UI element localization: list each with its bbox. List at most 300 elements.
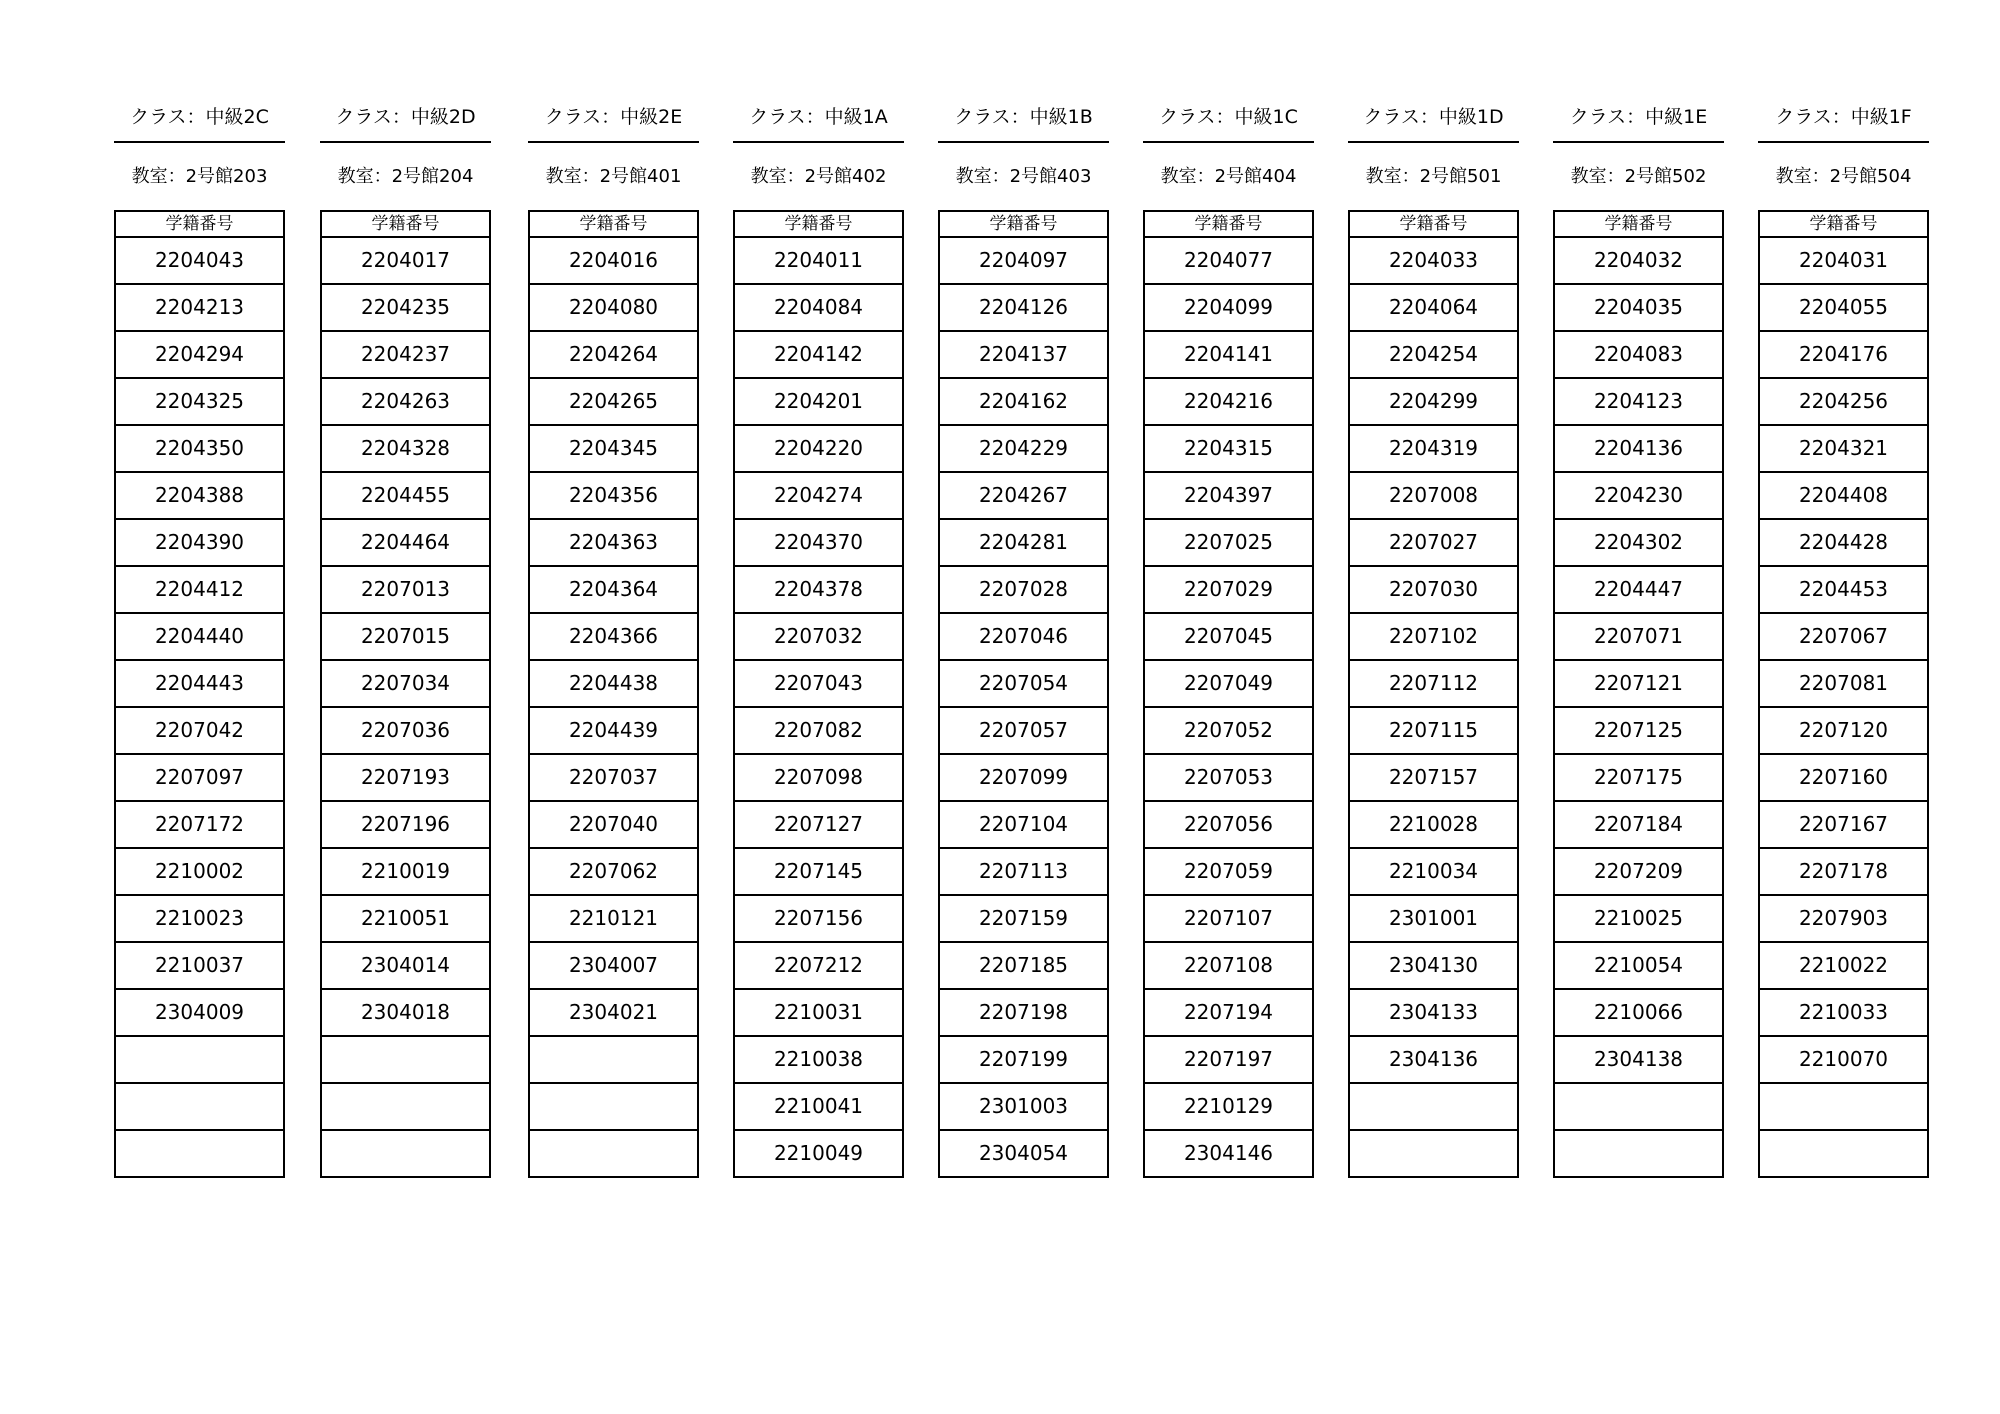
table-row <box>1349 942 1518 989</box>
table-row <box>529 989 698 1036</box>
student-id-cell: 2204370 <box>734 519 903 566</box>
student-id-cell: 2207099 <box>939 754 1108 801</box>
table-row <box>529 519 698 566</box>
student-id-cell: 2207028 <box>939 566 1108 613</box>
table-row <box>1759 472 1928 519</box>
student-id-table <box>733 210 904 1178</box>
student-id-cell: 2207027 <box>1349 519 1518 566</box>
student-id-cell <box>321 1036 490 1083</box>
table-row <box>1144 942 1313 989</box>
student-id-cell: 2204428 <box>1759 519 1928 566</box>
student-id-cell: 2207040 <box>529 801 698 848</box>
student-id-cell: 2210121 <box>529 895 698 942</box>
student-id-header: 学籍番号 <box>939 211 1108 237</box>
table-row <box>1349 848 1518 895</box>
student-id-header: 学籍番号 <box>1144 211 1313 237</box>
student-id-cell: 2204390 <box>115 519 284 566</box>
student-id-cell: 2207194 <box>1144 989 1313 1036</box>
table-row <box>939 848 1108 895</box>
student-id-cell: 2204328 <box>321 425 490 472</box>
table-row <box>529 1036 698 1083</box>
student-id-cell: 2207067 <box>1759 613 1928 660</box>
table-row <box>1759 1083 1928 1130</box>
table-row <box>321 472 490 519</box>
table-row <box>939 754 1108 801</box>
table-row <box>529 284 698 331</box>
student-id-cell: 2204254 <box>1349 331 1518 378</box>
student-id-cell: 2207193 <box>321 754 490 801</box>
student-id-cell: 2204264 <box>529 331 698 378</box>
table-row <box>115 942 284 989</box>
student-id-cell: 2207045 <box>1144 613 1313 660</box>
student-id-cell: 2207197 <box>1144 1036 1313 1083</box>
table-row <box>1554 284 1723 331</box>
table-row <box>1554 425 1723 472</box>
student-id-cell: 2210034 <box>1349 848 1518 895</box>
underline-divider <box>938 141 1109 143</box>
student-id-cell: 2207160 <box>1759 754 1928 801</box>
table-row <box>115 660 284 707</box>
student-id-cell: 2207053 <box>1144 754 1313 801</box>
student-id-cell: 2204230 <box>1554 472 1723 519</box>
table-row <box>321 519 490 566</box>
table-row <box>1759 754 1928 801</box>
student-id-cell: 2204055 <box>1759 284 1928 331</box>
student-id-cell: 2204439 <box>529 707 698 754</box>
table-row <box>939 613 1108 660</box>
table-row <box>939 237 1108 284</box>
table-row <box>115 801 284 848</box>
table-row <box>1349 660 1518 707</box>
student-id-table <box>938 210 1109 1178</box>
student-id-cell: 2304146 <box>1144 1130 1313 1177</box>
student-id-cell: 2207054 <box>939 660 1108 707</box>
student-id-cell: 2204031 <box>1759 237 1928 284</box>
table-row <box>529 707 698 754</box>
table-row <box>1759 378 1928 425</box>
student-id-cell: 2204033 <box>1349 237 1518 284</box>
table-row <box>939 566 1108 613</box>
student-id-cell: 2207049 <box>1144 660 1313 707</box>
underline-divider <box>1143 141 1314 143</box>
table-row <box>1144 378 1313 425</box>
table-row <box>1144 284 1313 331</box>
student-id-cell: 2204126 <box>939 284 1108 331</box>
table-row <box>1349 1036 1518 1083</box>
student-id-header: 学籍番号 <box>115 211 284 237</box>
table-row <box>321 331 490 378</box>
student-id-cell: 2210002 <box>115 848 284 895</box>
student-id-cell: 2204388 <box>115 472 284 519</box>
table-row <box>115 331 284 378</box>
table-row <box>1349 1130 1518 1177</box>
student-id-table <box>320 210 491 1178</box>
student-id-cell: 2207178 <box>1759 848 1928 895</box>
student-id-header: 学籍番号 <box>529 211 698 237</box>
table-row <box>1349 331 1518 378</box>
table-row <box>1554 1083 1723 1130</box>
student-id-cell: 2207184 <box>1554 801 1723 848</box>
student-id-cell: 2204345 <box>529 425 698 472</box>
table-row <box>734 942 903 989</box>
table-row <box>1349 801 1518 848</box>
student-id-cell: 2207156 <box>734 895 903 942</box>
table-row <box>1554 942 1723 989</box>
student-id-cell: 2210038 <box>734 1036 903 1083</box>
table-row <box>1144 566 1313 613</box>
student-id-header: 学籍番号 <box>321 211 490 237</box>
student-id-cell: 2204412 <box>115 566 284 613</box>
student-id-cell: 2204083 <box>1554 331 1723 378</box>
student-id-cell: 2207903 <box>1759 895 1928 942</box>
table-row <box>529 472 698 519</box>
table-row <box>321 707 490 754</box>
class-label: クラス：中級2D <box>335 106 476 128</box>
table-row <box>939 472 1108 519</box>
table-row <box>115 519 284 566</box>
student-id-cell: 2207145 <box>734 848 903 895</box>
student-id-cell: 2204315 <box>1144 425 1313 472</box>
student-id-cell: 2207025 <box>1144 519 1313 566</box>
table-row <box>1144 613 1313 660</box>
table-row <box>1759 1036 1928 1083</box>
room-label: 教室：2号館204 <box>337 166 474 187</box>
table-row <box>1759 1130 1928 1177</box>
table-row <box>529 848 698 895</box>
table-row <box>734 801 903 848</box>
room-label: 教室：2号館203 <box>131 166 268 187</box>
table-row <box>1349 378 1518 425</box>
student-id-cell: 2207115 <box>1349 707 1518 754</box>
table-row <box>1554 707 1723 754</box>
table-row <box>1759 848 1928 895</box>
table-row <box>939 707 1108 754</box>
class-label: クラス：中級1B <box>954 106 1093 128</box>
table-row <box>939 660 1108 707</box>
table-row <box>1759 707 1928 754</box>
student-id-cell: 2204064 <box>1349 284 1518 331</box>
table-row <box>1349 754 1518 801</box>
student-id-header: 学籍番号 <box>1349 211 1518 237</box>
table-row <box>115 707 284 754</box>
student-id-cell: 2204350 <box>115 425 284 472</box>
student-id-cell: 2207056 <box>1144 801 1313 848</box>
table-row <box>321 801 490 848</box>
student-id-cell: 2204213 <box>115 284 284 331</box>
table-row <box>1349 895 1518 942</box>
table-row <box>1349 989 1518 1036</box>
table-row <box>734 613 903 660</box>
student-id-cell: 2204319 <box>1349 425 1518 472</box>
table-row <box>1759 895 1928 942</box>
student-id-cell: 2207185 <box>939 942 1108 989</box>
student-id-cell: 2207113 <box>939 848 1108 895</box>
table-row <box>1759 519 1928 566</box>
student-id-cell: 2210041 <box>734 1083 903 1130</box>
student-id-cell: 2204043 <box>115 237 284 284</box>
table-row <box>939 284 1108 331</box>
room-label: 教室：2号館404 <box>1160 166 1297 187</box>
table-row <box>529 378 698 425</box>
student-id-cell: 2204364 <box>529 566 698 613</box>
table-row <box>529 754 698 801</box>
table-row <box>1554 660 1723 707</box>
table-row <box>1554 1130 1723 1177</box>
student-id-cell: 2207127 <box>734 801 903 848</box>
class-label: クラス：中級2C <box>130 106 269 128</box>
student-id-cell: 2207043 <box>734 660 903 707</box>
table-row <box>115 989 284 1036</box>
student-id-cell: 2210070 <box>1759 1036 1928 1083</box>
student-id-cell: 2204035 <box>1554 284 1723 331</box>
student-id-cell: 2210066 <box>1554 989 1723 1036</box>
student-id-cell: 2204363 <box>529 519 698 566</box>
student-id-cell: 2207212 <box>734 942 903 989</box>
student-id-cell: 2207209 <box>1554 848 1723 895</box>
table-row <box>115 1036 284 1083</box>
class-label: クラス：中級1F <box>1775 106 1912 128</box>
table-row <box>1759 801 1928 848</box>
table-row <box>734 425 903 472</box>
student-id-cell: 2204137 <box>939 331 1108 378</box>
table-header-row <box>1349 211 1518 237</box>
table-row <box>529 660 698 707</box>
student-id-cell: 2304009 <box>115 989 284 1036</box>
table-row <box>1144 1130 1313 1177</box>
student-id-cell: 2207037 <box>529 754 698 801</box>
table-row <box>321 848 490 895</box>
class-label: クラス：中級1D <box>1363 106 1504 128</box>
table-row <box>321 1083 490 1130</box>
table-row <box>321 1130 490 1177</box>
table-row <box>939 425 1108 472</box>
student-id-cell: 2204356 <box>529 472 698 519</box>
table-row <box>1349 1083 1518 1130</box>
student-id-cell: 2301001 <box>1349 895 1518 942</box>
student-id-cell: 2204017 <box>321 237 490 284</box>
table-row <box>1144 1036 1313 1083</box>
table-row <box>1554 519 1723 566</box>
student-id-cell: 2207167 <box>1759 801 1928 848</box>
student-id-cell: 2207052 <box>1144 707 1313 754</box>
table-row <box>734 707 903 754</box>
student-id-cell: 2207057 <box>939 707 1108 754</box>
table-row <box>529 425 698 472</box>
student-id-cell: 2207008 <box>1349 472 1518 519</box>
table-row <box>734 660 903 707</box>
student-id-cell: 2207034 <box>321 660 490 707</box>
table-row <box>939 942 1108 989</box>
student-id-cell: 2210049 <box>734 1130 903 1177</box>
student-id-cell: 2204294 <box>115 331 284 378</box>
student-id-cell: 2204447 <box>1554 566 1723 613</box>
student-id-cell: 2204032 <box>1554 237 1723 284</box>
student-id-cell <box>529 1083 698 1130</box>
student-id-cell: 2207081 <box>1759 660 1928 707</box>
table-row <box>1144 519 1313 566</box>
table-row <box>1759 566 1928 613</box>
student-id-cell: 2204408 <box>1759 472 1928 519</box>
student-id-cell: 2204267 <box>939 472 1108 519</box>
student-id-cell <box>1349 1083 1518 1130</box>
student-id-cell: 2204455 <box>321 472 490 519</box>
underline-divider <box>1553 141 1724 143</box>
table-row <box>939 989 1108 1036</box>
table-row <box>529 1130 698 1177</box>
table-row <box>1349 425 1518 472</box>
student-id-cell <box>115 1036 284 1083</box>
student-id-cell <box>115 1083 284 1130</box>
table-row <box>1554 613 1723 660</box>
table-row <box>1554 566 1723 613</box>
table-row <box>1144 660 1313 707</box>
student-id-cell: 2204099 <box>1144 284 1313 331</box>
student-id-header: 学籍番号 <box>734 211 903 237</box>
student-id-table <box>1348 210 1519 1178</box>
room-label: 教室：2号館401 <box>545 166 682 187</box>
student-id-cell: 2204438 <box>529 660 698 707</box>
table-row <box>529 613 698 660</box>
student-id-cell: 2207071 <box>1554 613 1723 660</box>
room-label: 教室：2号館403 <box>955 166 1092 187</box>
student-id-cell: 2207198 <box>939 989 1108 1036</box>
table-row <box>1554 848 1723 895</box>
table-row <box>1759 989 1928 1036</box>
student-id-cell: 2204201 <box>734 378 903 425</box>
table-row <box>1349 472 1518 519</box>
table-row <box>1144 331 1313 378</box>
table-row <box>321 378 490 425</box>
table-row <box>1759 660 1928 707</box>
student-id-cell: 2304021 <box>529 989 698 1036</box>
table-header-row <box>1759 211 1928 237</box>
student-id-cell: 2207042 <box>115 707 284 754</box>
table-row <box>1144 989 1313 1036</box>
room-label: 教室：2号館502 <box>1570 166 1707 187</box>
table-row <box>1554 1036 1723 1083</box>
table-row <box>1759 331 1928 378</box>
table-row <box>1144 848 1313 895</box>
underline-divider <box>1348 141 1519 143</box>
table-row <box>1554 472 1723 519</box>
student-id-cell: 2204077 <box>1144 237 1313 284</box>
room-label: 教室：2号館501 <box>1365 166 1502 187</box>
student-id-cell: 2204216 <box>1144 378 1313 425</box>
student-id-cell: 2301003 <box>939 1083 1108 1130</box>
table-header-row <box>1144 211 1313 237</box>
underline-divider <box>733 141 904 143</box>
table-row <box>529 895 698 942</box>
student-id-cell: 2204274 <box>734 472 903 519</box>
student-id-cell: 2204016 <box>529 237 698 284</box>
table-row <box>321 754 490 801</box>
student-id-cell: 2204220 <box>734 425 903 472</box>
student-id-cell: 2207121 <box>1554 660 1723 707</box>
student-id-cell: 2204080 <box>529 284 698 331</box>
table-row <box>734 237 903 284</box>
student-id-cell: 2207112 <box>1349 660 1518 707</box>
student-id-cell: 2204136 <box>1554 425 1723 472</box>
student-id-cell: 2207062 <box>529 848 698 895</box>
table-row <box>1759 284 1928 331</box>
student-id-cell <box>1349 1130 1518 1177</box>
student-id-cell: 2210022 <box>1759 942 1928 989</box>
table-row <box>1759 942 1928 989</box>
student-id-cell: 2210019 <box>321 848 490 895</box>
table-row <box>1349 566 1518 613</box>
table-header-row <box>734 211 903 237</box>
table-row <box>939 801 1108 848</box>
table-row <box>529 801 698 848</box>
student-id-cell: 2204229 <box>939 425 1108 472</box>
table-header-row <box>321 211 490 237</box>
table-row <box>1759 613 1928 660</box>
student-id-cell <box>115 1130 284 1177</box>
underline-divider <box>528 141 699 143</box>
student-id-table <box>528 210 699 1178</box>
table-row <box>1349 707 1518 754</box>
student-id-cell: 2204378 <box>734 566 903 613</box>
table-header-row <box>939 211 1108 237</box>
student-id-cell: 2207172 <box>115 801 284 848</box>
student-id-cell: 2204397 <box>1144 472 1313 519</box>
student-id-cell: 2204366 <box>529 613 698 660</box>
table-row <box>1349 519 1518 566</box>
table-row <box>115 895 284 942</box>
student-id-cell: 2210023 <box>115 895 284 942</box>
table-row <box>115 237 284 284</box>
student-id-cell: 2204440 <box>115 613 284 660</box>
student-id-cell: 2210051 <box>321 895 490 942</box>
table-row <box>734 331 903 378</box>
table-row <box>1349 237 1518 284</box>
student-id-cell: 2204464 <box>321 519 490 566</box>
table-row <box>1144 707 1313 754</box>
student-id-cell: 2204142 <box>734 331 903 378</box>
student-id-cell: 2210025 <box>1554 895 1723 942</box>
student-id-cell: 2207157 <box>1349 754 1518 801</box>
student-id-cell: 2304136 <box>1349 1036 1518 1083</box>
student-id-cell: 2207159 <box>939 895 1108 942</box>
table-row <box>734 754 903 801</box>
student-id-cell: 2207046 <box>939 613 1108 660</box>
student-id-cell: 2204443 <box>115 660 284 707</box>
student-id-cell: 2210037 <box>115 942 284 989</box>
class-label: クラス：中級1E <box>1569 106 1708 128</box>
table-header-row <box>529 211 698 237</box>
table-row <box>1349 613 1518 660</box>
room-label: 教室：2号館504 <box>1775 166 1912 187</box>
student-id-cell: 2304018 <box>321 989 490 1036</box>
student-id-cell: 2204084 <box>734 284 903 331</box>
student-id-table <box>114 210 285 1178</box>
student-id-cell <box>321 1083 490 1130</box>
table-row <box>1759 237 1928 284</box>
underline-divider <box>320 141 491 143</box>
table-row <box>529 942 698 989</box>
table-row <box>1144 1083 1313 1130</box>
table-row <box>115 284 284 331</box>
student-id-cell <box>529 1130 698 1177</box>
table-row <box>1144 237 1313 284</box>
table-row <box>1349 284 1518 331</box>
student-id-cell: 2204256 <box>1759 378 1928 425</box>
student-id-cell: 2304130 <box>1349 942 1518 989</box>
student-id-cell: 2204325 <box>115 378 284 425</box>
table-row <box>939 378 1108 425</box>
student-id-cell: 2207104 <box>939 801 1108 848</box>
table-row <box>115 566 284 613</box>
